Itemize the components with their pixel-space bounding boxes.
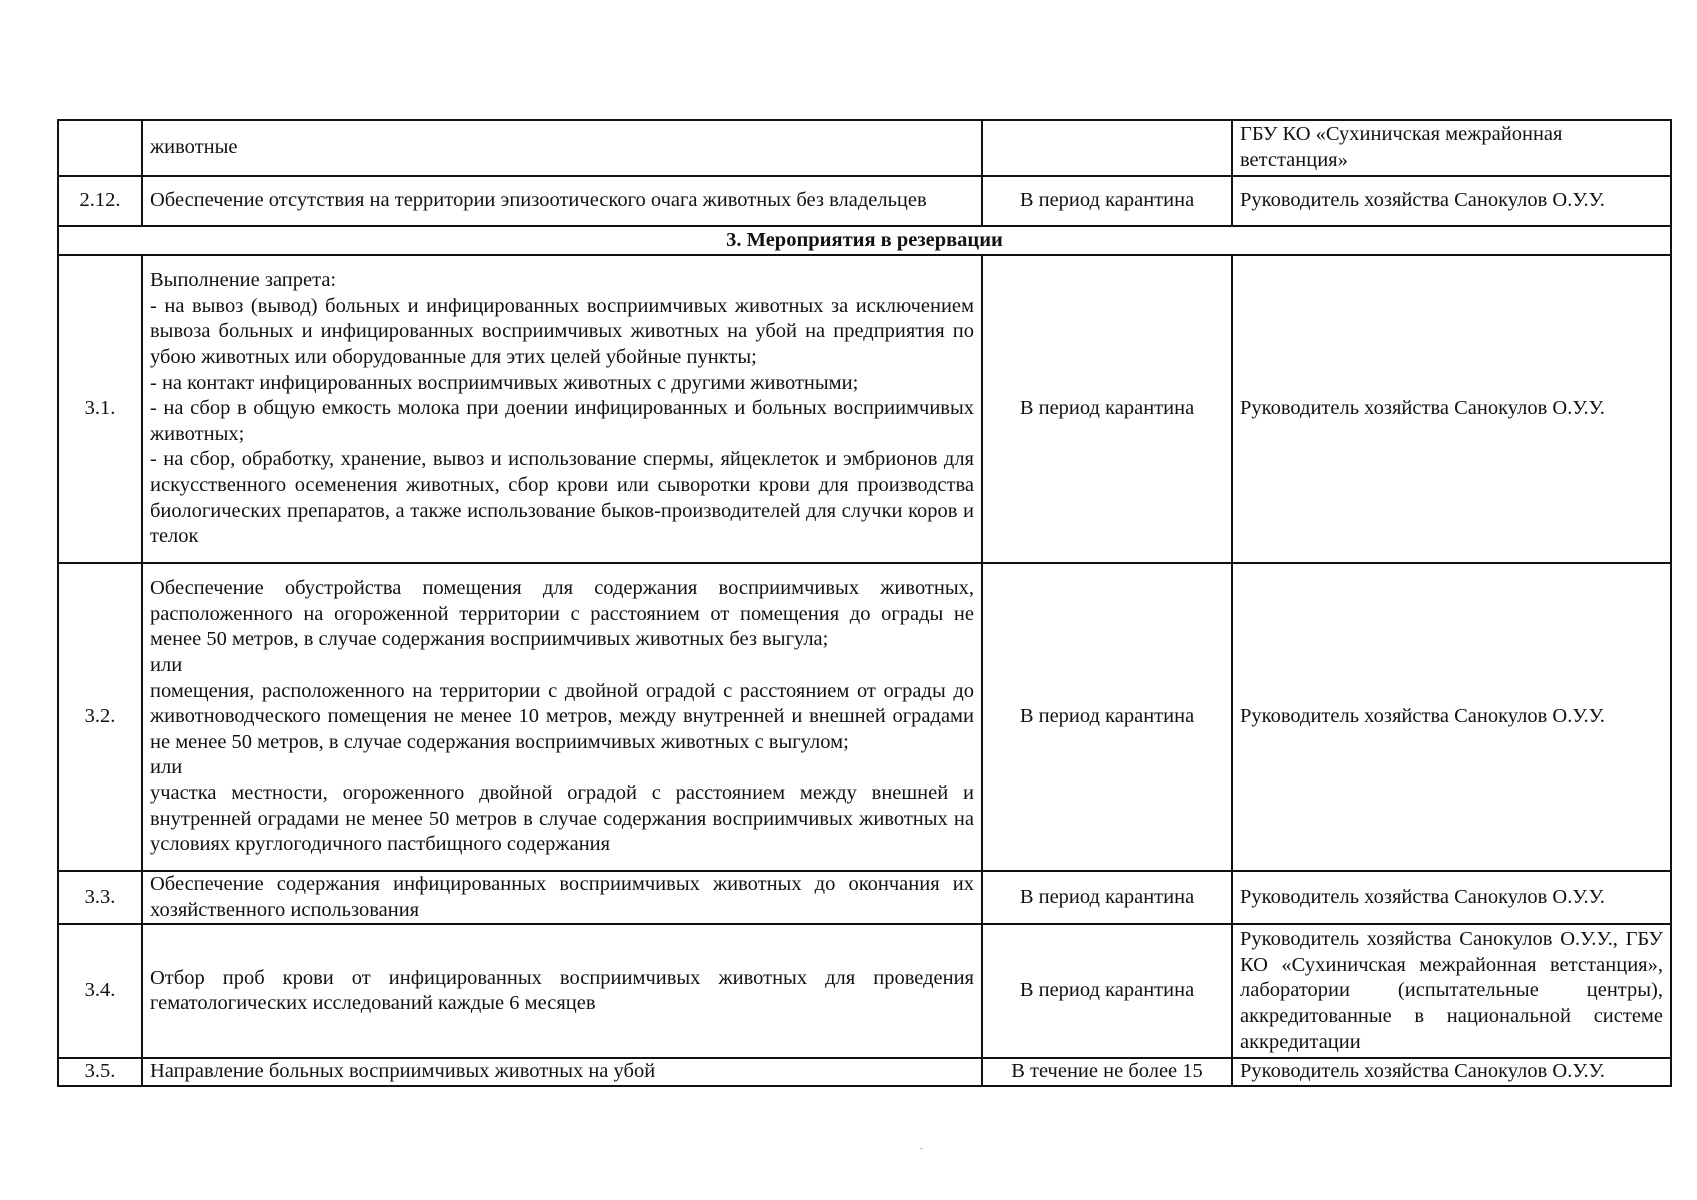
row-number: 3.5. [58, 1058, 142, 1086]
measure-period: В период карантина [982, 255, 1232, 563]
measure-period: В период карантина [982, 176, 1232, 226]
measure-period [982, 120, 1232, 176]
measure-description-line: или [150, 756, 183, 779]
section-title: 3. Мероприятия в резервации [58, 226, 1671, 255]
table-row [58, 1058, 1671, 1086]
measure-responsible: Руководитель хозяйства Санокулов О.У.У. [1232, 871, 1671, 924]
row-number: 3.2. [58, 563, 142, 871]
measure-description-line: - на сбор в общую емкость молока при доении инфицированных и больных восприимчивых животных; [150, 397, 974, 445]
table-row [58, 176, 1671, 226]
measure-responsible: Руководитель хозяйства Санокулов О.У.У. [1232, 1058, 1671, 1086]
measure-period: В период карантина [982, 924, 1232, 1058]
measure-description-line: - на сбор, обработку, хранение, вывоз и использование спермы, яйцеклеток и эмбрионов для искусственного осеменения животных, сбор крови или сыворотки крови для производства биологических препаратов, а также использование быков-производителей для случки коров и телок [150, 448, 974, 548]
measure-description-line: Выполнение запрета: [150, 269, 337, 292]
measure-description-line: Обеспечение обустройства помещения для содержания восприимчивых животных, расположенного на огороженной территории с расстоянием от помещения до ограды не менее 50 метров, в случае содержания восприимчивых животных без выгула; [150, 577, 974, 651]
measure-description-line: помещения, расположенного на территории с двойной оградой с расстоянием от ограды до животноводческого помещения не менее 10 метров, между внутренней и внешней оградами не менее 50 метров, в случае содержания восприимчивых животных с выгулом; [150, 679, 974, 753]
table-row [58, 120, 1671, 176]
measure-responsible: Руководитель хозяйства Санокулов О.У.У., ГБУ КО «Сухиничская межрайонная ветстанция», лаборатории (испытательные центры), аккредитованные в национальной системе аккредитации [1232, 924, 1671, 1058]
table-row [58, 563, 1671, 871]
measure-responsible: Руководитель хозяйства Санокулов О.У.У. [1232, 176, 1671, 226]
section-header-row [58, 226, 1671, 255]
measure-responsible: Руководитель хозяйства Санокулов О.У.У. [1232, 563, 1671, 871]
measure-responsible: Руководитель хозяйства Санокулов О.У.У. [1232, 255, 1671, 563]
scan-speck [920, 1148, 923, 1149]
measure-description-line: или [150, 654, 183, 677]
measure-description: Обеспечение содержания инфицированных восприимчивых животных до окончания их хозяйственного использования [142, 871, 982, 924]
measure-description: Отбор проб крови от инфицированных восприимчивых животных для проведения гематологических исследований каждые 6 месяцев [142, 924, 982, 1058]
measure-description [142, 563, 982, 871]
row-number: 3.1. [58, 255, 142, 563]
row-number: 3.4. [58, 924, 142, 1058]
row-number [58, 120, 142, 176]
measure-description: Направление больных восприимчивых животных на убой [142, 1058, 982, 1086]
measure-period: В течение не более 15 [982, 1058, 1232, 1086]
table-row [58, 871, 1671, 924]
measure-period: В период карантина [982, 563, 1232, 871]
measure-description: Обеспечение отсутствия на территории эпизоотического очага животных без владельцев [142, 176, 982, 226]
measures-table [57, 119, 1672, 1087]
measure-responsible: ГБУ КО «Сухиничская межрайонная ветстанция» [1232, 120, 1671, 176]
row-number: 2.12. [58, 176, 142, 226]
measure-description [142, 255, 982, 563]
measure-description-line: - на контакт инфицированных восприимчивых животных с другими животными; [150, 371, 859, 394]
measure-description-line: участка местности, огороженного двойной оградой с расстоянием между внешней и внутренней оградами не менее 50 метров в случае содержания восприимчивых животных на условиях круглогодичного пастбищного содержания [150, 781, 974, 856]
measure-description-line: - на вывоз (вывод) больных и инфицированных восприимчивых животных за исключением вывоза больных и инфицированных восприимчивых животных на убой на предприятия по убою животных или оборудованные для этих целей убойные пункты; [150, 294, 974, 369]
table-row [58, 924, 1671, 1058]
measure-period: В период карантина [982, 871, 1232, 924]
measure-description: животные [142, 120, 982, 176]
table-row [58, 255, 1671, 563]
row-number: 3.3. [58, 871, 142, 924]
